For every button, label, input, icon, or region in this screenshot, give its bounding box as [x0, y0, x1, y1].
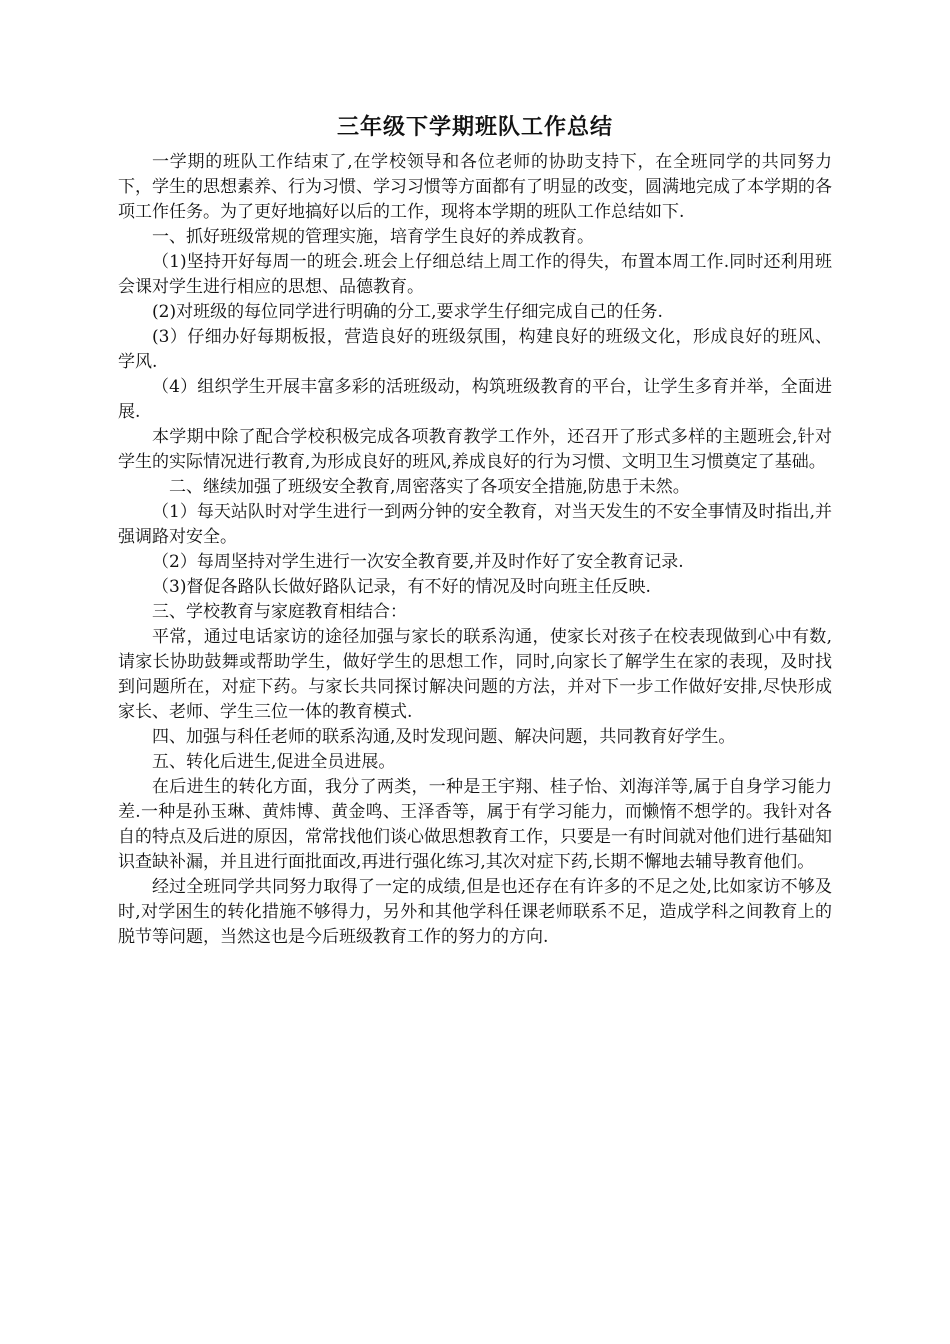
paragraph-item-1-2: (2)对班级的每位同学进行明确的分工,要求学生仔细完成自己的任务. — [152, 302, 663, 322]
section-heading-3: 三、学校教育与家庭教育相结合： — [152, 602, 407, 622]
paragraph-item-2-3: （3)督促各路队长做好路队记录，有不好的情况及时向班主任反映. — [152, 577, 651, 597]
paragraph-item-1-1: （1)坚持开好每周一的班会.班会上仔细总结上周工作的得失，布置本周工作.同时还利用班会课对学生进行相应的思想、品德教育。 — [118, 252, 832, 297]
paragraph-section-1-summary: 本学期中除了配合学校积极完成各项教育教学工作外，还召开了形式多样的主题班会,针对学生的实际情况进行教育,为形成良好的班风,养成良好的行为习惯、文明卫生习惯奠定了基础。 — [118, 427, 832, 472]
paragraph-item-2-2: （2）每周坚持对学生进行一次安全教育要,并及时作好了安全教育记录. — [152, 552, 684, 572]
paragraph-conclusion: 经过全班同学共同努力取得了一定的成绩,但是也还存在有许多的不足之处,比如家访不够及时,对学困生的转化措施不够得力，另外和其他学科任课老师联系不足，造成学科之间教育上的脱节等问题，当然这也是今后班级教育工作的努力的方向. — [118, 877, 832, 947]
section-heading-1: 一、抓好班级常规的管理实施，培育学生良好的养成教育。 — [152, 227, 594, 247]
section-heading-2: 二、继续加强了班级安全教育,周密落实了各项安全措施,防患于未然。 — [169, 477, 690, 497]
paragraph-item-2-1: （1）每天站队时对学生进行一到两分钟的安全教育，对当天发生的不安全事情及时指出,并强调路对安全。 — [118, 502, 832, 547]
paragraph-intro: 一学期的班队工作结束了,在学校领导和各位老师的协助支持下，在全班同学的共同努力下，学生的思想素养、行为习惯、学习习惯等方面都有了明显的改变，圆满地完成了本学期的各项工作任务。为了更好地搞好以后的工作，现将本学期的班队工作总结如下. — [118, 152, 832, 222]
paragraph-section-3-body: 平常，通过电话家访的途径加强与家长的联系沟通，使家长对孩子在校表现做到心中有数,请家长协助鼓舞或帮助学生，做好学生的思想工作，同时,向家长了解学生在家的表现，及时找到问题所在，对症下药。与家长共同探讨解决问题的方法，并对下一步工作做好安排,尽快形成家长、老师、学生三位一体的教育模式. — [118, 627, 832, 722]
paragraph-section-5-body: 在后进生的转化方面，我分了两类，一种是王宇翔、桂子怡、刘海洋等,属于自身学习能力差.一种是孙玉琳、黄炜博、黄金鸣、王泽香等，属于有学习能力，而懒惰不想学的。我针对各自的特点及后进的原因，常常找他们谈心做思想教育工作，只要是一有时间就对他们进行基础知识查缺补漏，并且进行面批面改,再进行强化练习,其次对症下药,长期不懈地去辅导教育他们。 — [118, 777, 832, 872]
document-page — [118, 112, 832, 950]
section-heading-4: 四、加强与科任老师的联系沟通,及时发现问题、解决问题，共同教育好学生。 — [152, 727, 736, 747]
document-title: 三年级下学期班队工作总结 — [336, 115, 613, 140]
section-heading-5: 五、转化后进生,促进全员进展。 — [152, 752, 396, 772]
paragraph-item-1-3: (3）仔细办好每期板报，营造良好的班级氛围，构建良好的班级文化，形成良好的班风、学风. — [118, 327, 832, 372]
paragraph-item-1-4: （4）组织学生开展丰富多彩的活班级动，构筑班级教育的平台，让学生多育并举，全面进展. — [118, 377, 832, 422]
